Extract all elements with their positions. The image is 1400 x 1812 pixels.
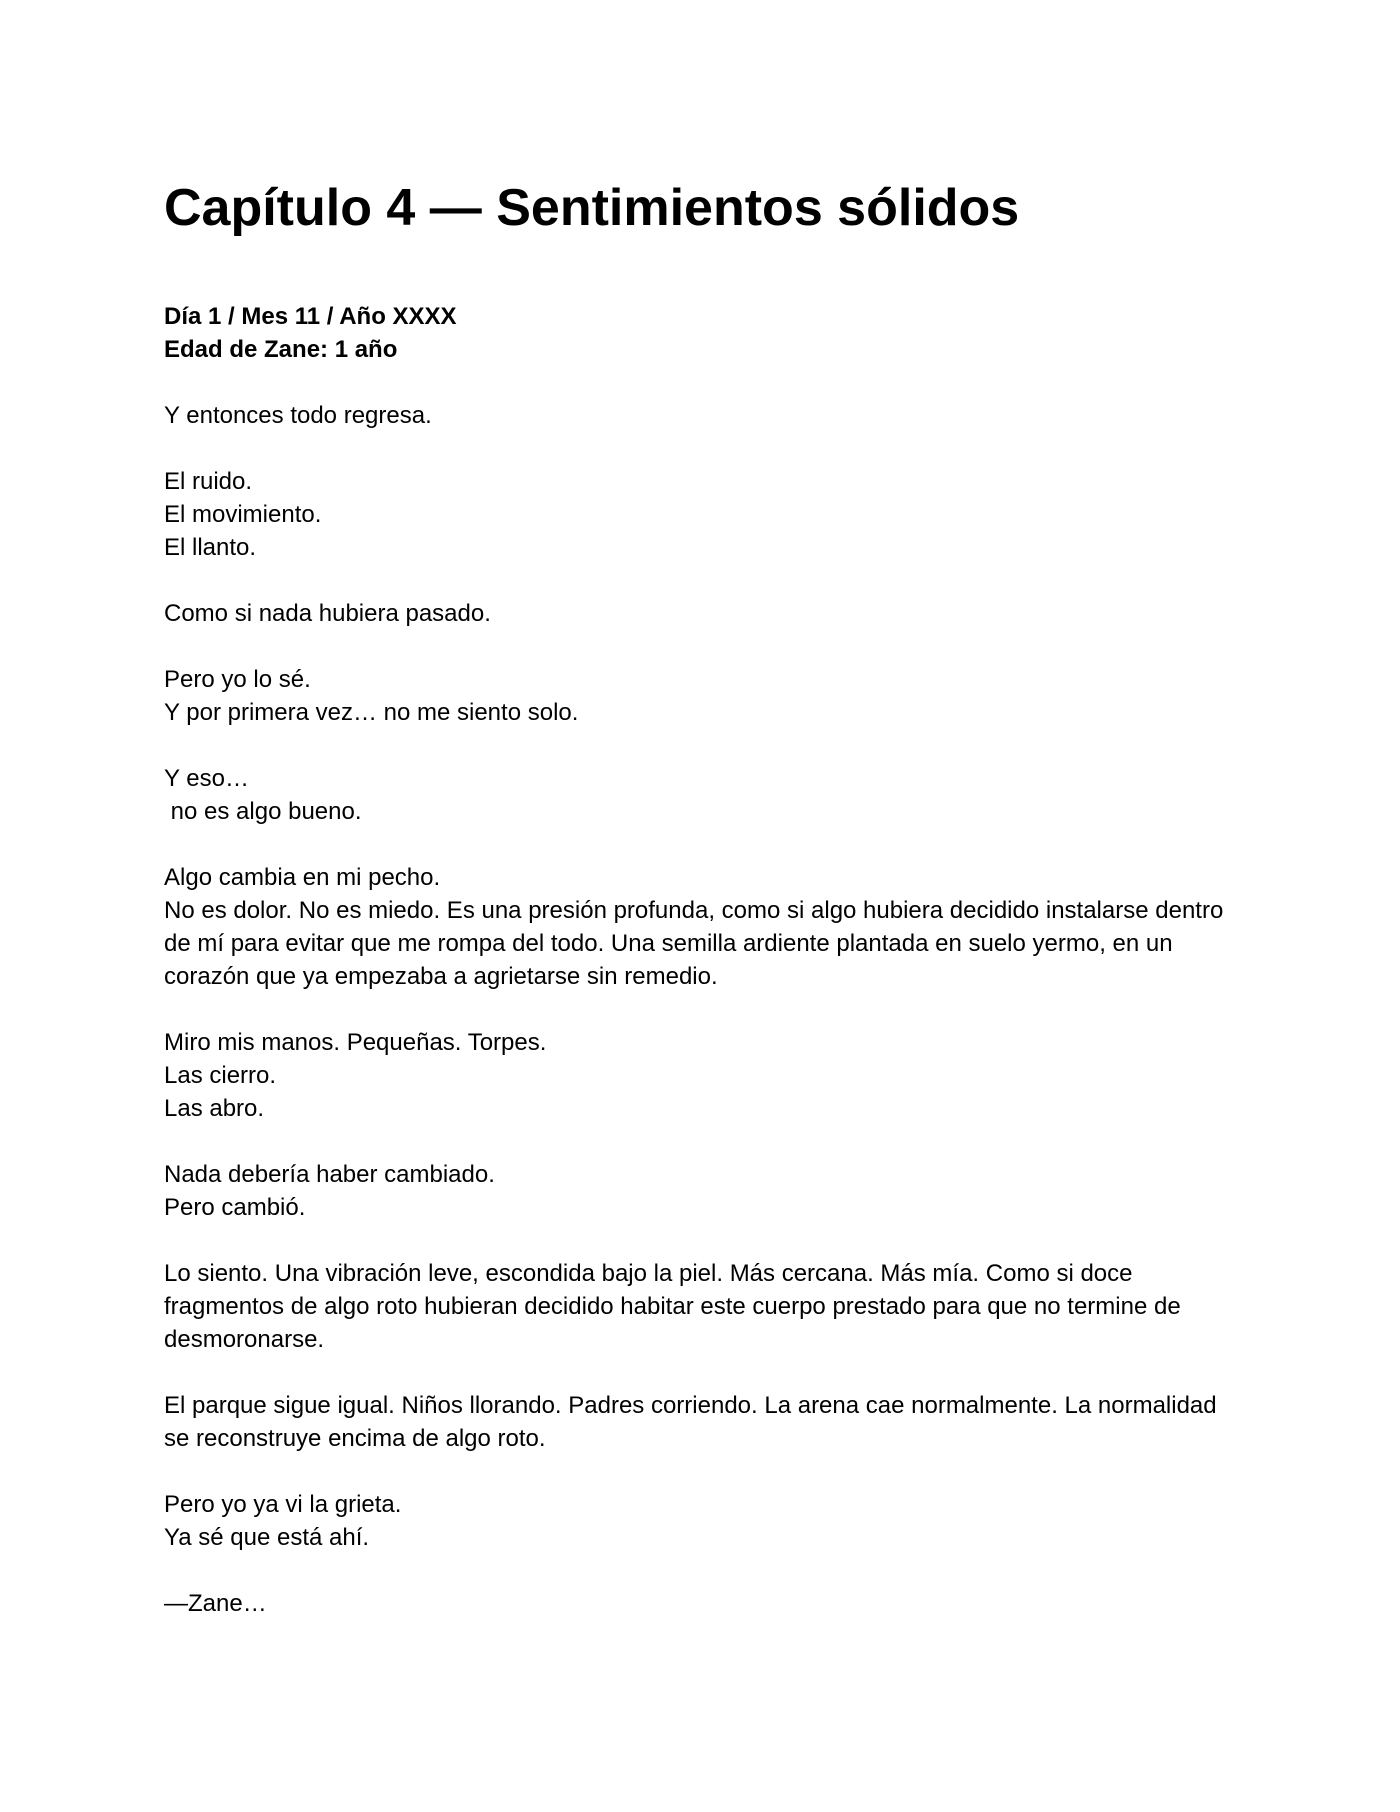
- text-line: El movimiento.: [164, 501, 322, 528]
- paragraph: [164, 399, 1244, 432]
- text-line: Y por primera vez… no me siento solo.: [164, 699, 579, 726]
- text-line: Miro mis manos. Pequeñas. Torpes.: [164, 1029, 547, 1056]
- text-line: Lo siento. Una vibración leve, escondida bajo la piel. Más cercana. Más mía. Como si doce fragmentos de algo roto hubieran decidido habitar este cuerpo prestado para que no termine de desmoronarse.: [164, 1260, 1181, 1353]
- text-line: Ya sé que está ahí.: [164, 1524, 370, 1551]
- chapter-meta: [164, 300, 1244, 366]
- paragraph: [164, 465, 1244, 564]
- text-line: El llanto.: [164, 534, 257, 561]
- text-line: Como si nada hubiera pasado.: [164, 600, 491, 627]
- text-line: El ruido.: [164, 468, 253, 495]
- text-line: Y entonces todo regresa.: [164, 402, 432, 429]
- paragraph: [164, 762, 1244, 828]
- paragraph: [164, 1026, 1244, 1125]
- paragraph: [164, 1587, 1244, 1620]
- text-line: Pero yo ya vi la grieta.: [164, 1491, 402, 1518]
- paragraph: [164, 597, 1244, 630]
- paragraph: [164, 663, 1244, 729]
- paragraph: [164, 1257, 1244, 1356]
- age-line: Edad de Zane: 1 año: [164, 336, 398, 363]
- text-line: No es dolor. No es miedo. Es una presión profunda, como si algo hubiera decidido instalarse dentro de mí para evitar que me rompa del todo. Una semilla ardiente plantada en suelo yermo, en un corazón que ya empezaba a agrietarse sin remedio.: [164, 897, 1224, 990]
- text-line: Nada debería haber cambiado.: [164, 1161, 495, 1188]
- paragraph: [164, 1488, 1244, 1554]
- signature-line: —Zane…: [164, 1590, 267, 1617]
- text-line: Las abro.: [164, 1095, 265, 1122]
- document-page: [164, 168, 1244, 1653]
- text-line: no es algo bueno.: [164, 798, 362, 825]
- text-line: Algo cambia en mi pecho.: [164, 864, 441, 891]
- text-line: El parque sigue igual. Niños llorando. Padres corriendo. La arena cae normalmente. La normalidad se reconstruye encima de algo roto.: [164, 1392, 1217, 1452]
- text-line: Y eso…: [164, 765, 249, 792]
- text-line: Las cierro.: [164, 1062, 277, 1089]
- paragraph: [164, 1389, 1244, 1455]
- text-line: Pero cambió.: [164, 1194, 306, 1221]
- text-line: Pero yo lo sé.: [164, 666, 311, 693]
- chapter-title: Capítulo 4 — Sentimientos sólidos: [164, 179, 1020, 237]
- date-line: Día 1 / Mes 11 / Año XXXX: [164, 303, 457, 330]
- paragraph: [164, 861, 1244, 993]
- paragraph: [164, 1158, 1244, 1224]
